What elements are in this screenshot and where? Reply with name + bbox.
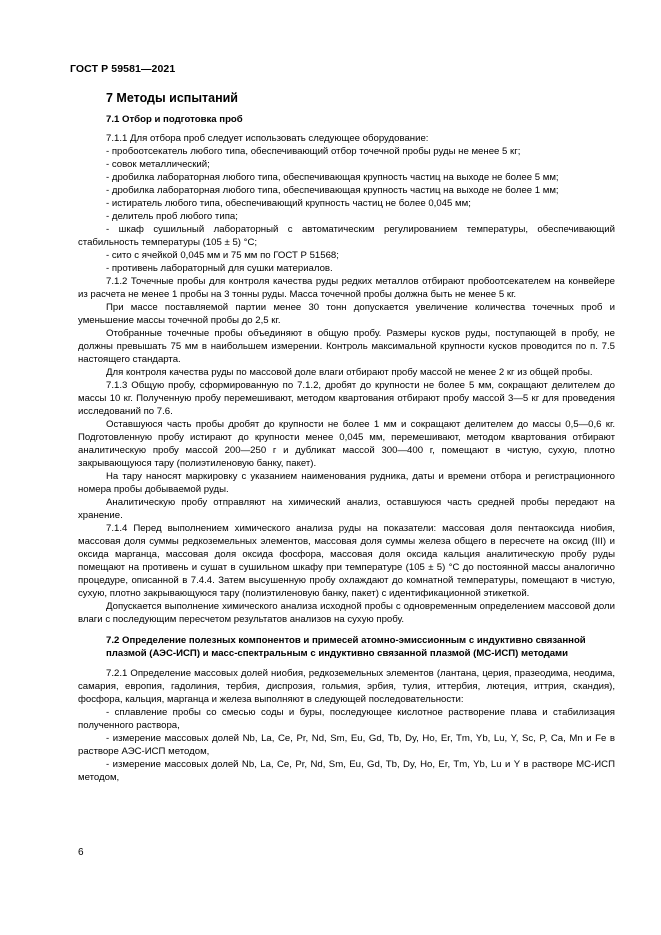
step-item: - сплавление пробы со смесью соды и буры, последующее кислотное растворение плава и стабилизация полученного раствора, <box>78 707 615 731</box>
document-header: ГОСТ Р 59581—2021 <box>70 63 176 75</box>
equipment-item: - противень лабораторный для сушки материалов. <box>106 263 333 274</box>
step-item: - измерение массовых долей Nb, La, Ce, Pr, Nd, Sm, Eu, Gd, Tb, Dy, Ho, Er, Tm, Yb, Lu, Y, Sc, P, Ca, Mn и Fe в растворе АЭС-ИСП методом, <box>78 733 615 757</box>
section-title: 7 Методы испытаний <box>106 91 238 105</box>
equipment-item: - истиратель любого типа, обеспечивающий крупность частиц не более 0,045 мм; <box>106 198 471 209</box>
paragraph: Оставшуюся часть пробы дробят до крупности не более 1 мм и сокращают делителем до массы 0,5—0,6 кг. Подготовленную пробу истирают до крупности менее 0,045 мм, перемешивают, методом квартования отбирают аналитическую пробу массой 200—250 г и дубликат массой 300—400 г, помещают в чистую, сухую, плотно закрывающуюся тару (полиэтиленовую банку, пакет). <box>78 419 615 469</box>
paragraph-7-1-2: 7.1.2 Точечные пробы для контроля качества руды редких металлов отбирают пробоотсекателем на конвейере из расчета не менее 1 пробы на 3 тонны руды. Масса точечной пробы должна быть не менее 5 кг. <box>78 276 615 300</box>
paragraph: На тару наносят маркировку с указанием наименования рудника, даты и времени отбора и регистрационного номера пробы добываемой руды. <box>78 471 615 495</box>
paragraph: При массе поставляемой партии менее 30 тонн допускается увеличение количества точечных проб и уменьшение массы точечной пробы до 2,5 кг. <box>78 302 615 326</box>
paragraph: Для контроля качества руды по массовой доле влаги отбирают пробу массой не менее 2 кг из общей пробы. <box>106 367 593 378</box>
paragraph: Допускается выполнение химического анализа исходной пробы с одновременным определением массовой доли влаги с последующим пересчетом результатов анализов на сухую пробу. <box>78 601 615 625</box>
subsection-title-7-2: 7.2 Определение полезных компонентов и примесей атомно-эмиссионным с индуктивно связанной плазмой (АЭС-ИСП) и масс-спектральным с индуктивно связанной плазмой (МС-ИСП) методами <box>106 635 586 659</box>
equipment-item: - совок металлический; <box>106 159 210 170</box>
equipment-item: - сито с ячейкой 0,045 мм и 75 мм по ГОСТ Р 51568; <box>106 250 339 261</box>
paragraph-7-2-1: 7.2.1 Определение массовых долей ниобия, редкоземельных элементов (лантана, церия, празеодима, неодима, самария, европия, гадолиния, тербия, диспрозия, гольмия, эрбия, тулия, иттербия, лютеция, иттрия, скандия), фосфора, кальция, марганца и железа выполняют в следующей последовательности: <box>78 668 615 705</box>
equipment-item: - пробоотсекатель любого типа, обеспечивающий отбор точечной пробы руды не менее 5 кг; <box>106 146 521 157</box>
main-content <box>78 92 615 784</box>
equipment-item: - дробилка лабораторная любого типа, обеспечивающая крупность частиц на выходе не более 1 мм; <box>106 185 559 196</box>
paragraph-7-1-4: 7.1.4 Перед выполнением химического анализа руды на показатели: массовая доля пентаоксида ниобия, массовая доля суммы редкоземельных элементов, массовая доля суммы железа общего в пересчете на оксид (III) и оксида марганца, массовая доля оксида фосфора, массовая доля оксида кальция аналитическую пробу руды помещают на противень и сушат в сушильном шкафу при температуре (105 ± 5) °С до постоянной массы аналогично процедуре, описанной в 7.4.4. Затем высушенную пробу охлаждают до комнатной температуры, помещают в чистую, сухую, плотно закрывающуюся тару (полиэтиленовую банку, пакет) с идентификационной этикеткой. <box>78 523 615 599</box>
equipment-item: - дробилка лабораторная любого типа, обеспечивающая крупность частиц на выходе не более 5 мм; <box>106 172 559 183</box>
equipment-item: - шкаф сушильный лабораторный с автоматическим регулированием температуры, обеспечивающий стабильность температуры (105 ± 5) °С; <box>78 224 615 248</box>
paragraph-7-1-3: 7.1.3 Общую пробу, сформированную по 7.1.2, дробят до крупности не более 5 мм, сокращают делителем до массы 10 кг. Полученную пробу перемешивают, методом квартования отбирают пробу массой 3—5 кг для проведения исследований по 7.6. <box>78 380 615 417</box>
paragraph-7-1-1: 7.1.1 Для отбора проб следует использовать следующее оборудование: <box>106 133 429 144</box>
equipment-item: - делитель проб любого типа; <box>106 211 238 222</box>
page-number: 6 <box>78 847 84 858</box>
subsection-title-7-1: 7.1 Отбор и подготовка проб <box>106 114 243 125</box>
paragraph: Аналитическую пробу отправляют на химический анализ, оставшуюся часть средней пробы передают на хранение. <box>78 497 615 521</box>
paragraph: Отобранные точечные пробы объединяют в общую пробу. Размеры кусков руды, поступающей в пробу, не должны превышать 75 мм в наибольшем измерении. Контроль максимальной крупности кусков проводится по п. 7.5 настоящего стандарта. <box>78 328 615 365</box>
step-item: - измерение массовых долей Nb, La, Ce, Pr, Nd, Sm, Eu, Gd, Tb, Dy, Ho, Er, Tm, Yb, Lu и Y в растворе МС-ИСП методом, <box>78 759 615 783</box>
